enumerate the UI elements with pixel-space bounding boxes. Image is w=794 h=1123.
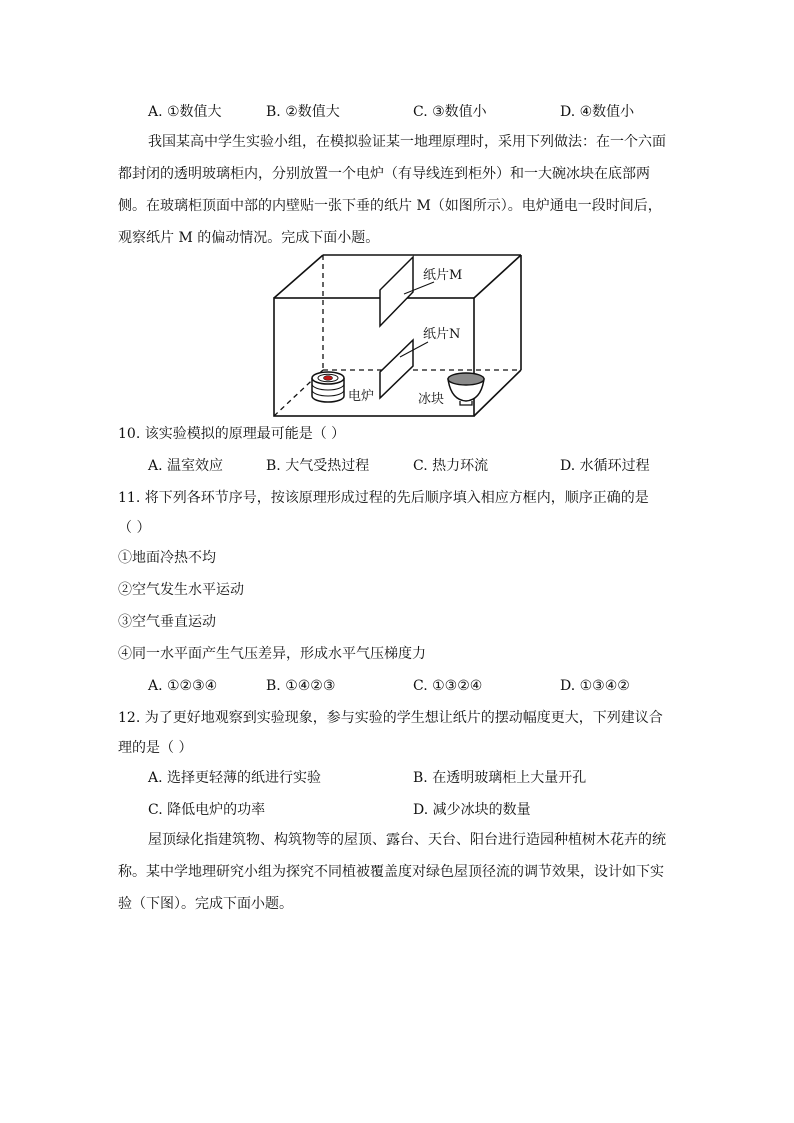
q11-item-4: ④同一水平面产生气压差异，形成水平气压梯度力	[118, 646, 426, 662]
passage2-line-3: 验（下图）。完成下面小题。	[118, 896, 293, 912]
passage2-line-2: 称。某中学地理研究小组为探究不同植被覆盖度对绿色屋顶径流的调节效果，设计如下实	[118, 864, 664, 880]
paper-n	[380, 340, 413, 398]
passage1-line-4: 观察纸片 M 的偏动情况。完成下面小题。	[118, 230, 380, 246]
passage1-line-2: 都封闭的透明玻璃柜内，分别放置一个电炉（有导线连到柜外）和一大碗冰块在底部两	[118, 166, 650, 182]
q10-option-a: A. 温室效应	[148, 458, 224, 474]
q10-option-d: D. 水循环过程	[560, 458, 650, 474]
q11-stem-line-2: （ ）	[118, 520, 151, 536]
q12-option-c: C. 降低电炉的功率	[148, 802, 266, 818]
label-ice: 冰块	[418, 392, 445, 407]
q10-option-b: B. 大气受热过程	[266, 458, 370, 474]
glass-cabinet-figure	[268, 250, 526, 420]
q12-option-a: A. 选择更轻薄的纸进行实验	[148, 770, 322, 786]
label-paper-n: 纸片N	[423, 327, 461, 342]
q11-item-2: ②空气发生水平运动	[118, 582, 244, 598]
q11-stem-line-1: 11. 将下列各环节序号，按该原理形成过程的先后顺序填入相应方框内，顺序正确的是	[118, 490, 649, 506]
q12-stem-line-2: 理的是（ ）	[118, 740, 193, 756]
q10-option-c: C. 热力环流	[413, 458, 489, 474]
q12-option-b: B. 在透明玻璃柜上大量开孔	[413, 770, 587, 786]
q11-option-a: A. ①②③④	[148, 678, 218, 694]
q11-item-1: ①地面冷热不均	[118, 550, 216, 566]
electric-stove-icon	[312, 372, 344, 402]
ice-bowl-icon	[448, 373, 484, 405]
q9-option-b: B. ②数值大	[266, 104, 340, 120]
q11-item-3: ③空气垂直运动	[118, 614, 216, 630]
q10-stem: 10. 该实验模拟的原理最可能是（ ）	[118, 426, 346, 442]
q9-option-a: A. ①数值大	[148, 104, 222, 120]
q11-option-b: B. ①④②③	[266, 678, 336, 694]
q12-option-d: D. 减少冰块的数量	[413, 802, 531, 818]
label-paper-m: 纸片M	[423, 268, 463, 283]
label-stove: 电炉	[348, 389, 375, 404]
q9-option-c: C. ③数值小	[413, 104, 487, 120]
passage1-line-3: 侧。在玻璃柜顶面中部的内壁贴一张下垂的纸片 M（如图所示）。电炉通电一段时间后，	[118, 198, 662, 214]
passage2-line-1: 屋顶绿化指建筑物、构筑物等的屋顶、露台、天台、阳台进行造园种植树木花卉的统	[148, 832, 666, 848]
q12-stem-line-1: 12. 为了更好地观察到实验现象，参与实验的学生想让纸片的摆动幅度更大，下列建议合	[118, 710, 663, 726]
q9-option-d: D. ④数值小	[560, 104, 635, 120]
q11-option-d: D. ①③④②	[560, 678, 630, 694]
q11-option-c: C. ①③②④	[413, 678, 483, 694]
paper-m	[380, 257, 413, 326]
passage1-line-1: 我国某高中学生实验小组，在模拟验证某一地理原理时，采用下列做法：在一个六面	[148, 134, 666, 150]
